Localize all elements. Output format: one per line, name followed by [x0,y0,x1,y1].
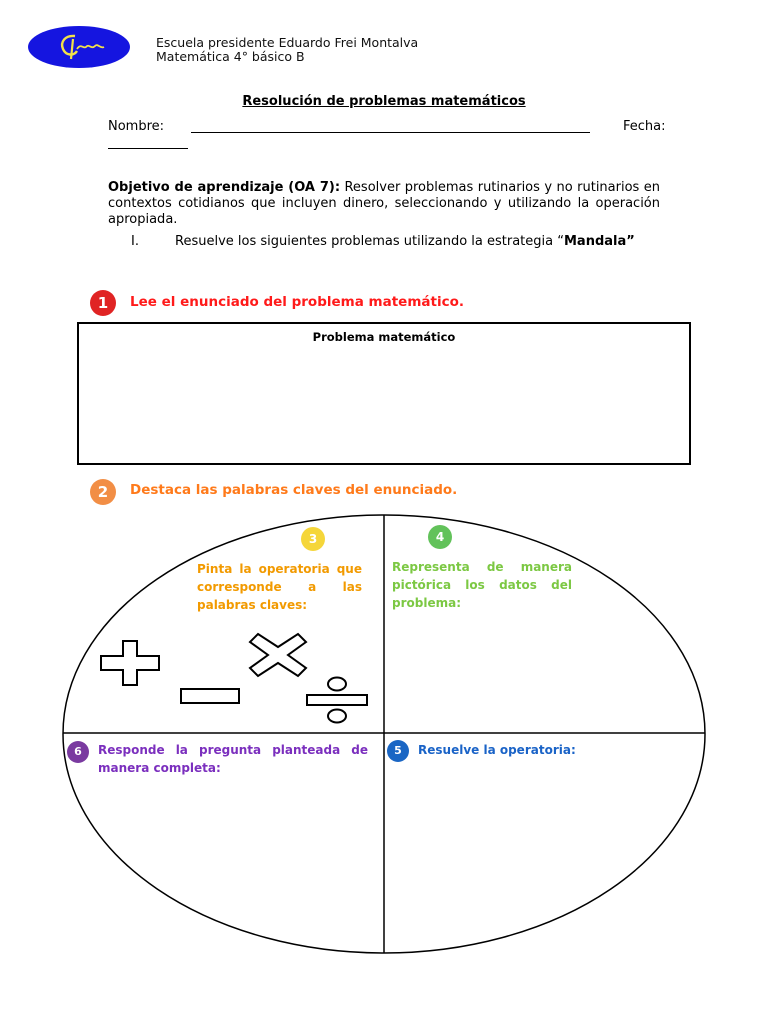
plus-icon[interactable] [99,639,161,687]
school-logo [27,25,131,69]
quadrant-6-text: Responde la pregunta planteada de manera completa: [98,743,368,775]
instruction-body: Resuelve los siguientes problemas utilizando la estrategia “ [175,234,564,249]
quadrant-6-badge: 6 [67,741,89,763]
quadrant-5-badge: 5 [387,740,409,762]
name-field-line[interactable] [191,132,590,133]
instruction-strategy: Mandala” [563,234,635,249]
minus-icon[interactable] [179,687,241,705]
course-name: Matemática 4° básico B [156,49,305,64]
step-2-title: Destaca las palabras claves del enunciado. [130,482,458,498]
problem-box-title: Problema matemático [312,330,456,344]
problem-box[interactable] [77,322,691,465]
quadrant-3-text: Pinta la operatoria que corresponde a las palabras claves: [197,562,362,612]
school-name: Escuela presidente Eduardo Frei Montalva [156,35,419,50]
instruction-text [175,234,660,250]
name-label: Nombre: [108,119,165,134]
step-1-title: Lee el enunciado del problema matemático. [130,294,464,310]
step-1-badge: 1 [90,290,116,316]
quadrant-5-text: Resuelve la operatoria: [418,743,576,757]
objective-text: Resolver problemas rutinarios y no rutinarios en contextos cotidianos que incluyen dinero, seleccionando y utilizando la operación apropiada. [108,180,661,227]
mandala-circle [62,514,706,954]
quadrant-4-text: Representa de manera pictórica los datos del problema: [392,560,572,610]
date-label: Fecha: [623,119,666,134]
divide-icon[interactable] [305,676,369,726]
learning-objective [108,180,660,228]
objective-label: Objetivo de aprendizaje (OA 7): [108,180,341,195]
quadrant-3-badge: 3 [301,527,325,551]
date-field-line[interactable] [108,148,188,149]
times-icon[interactable] [248,632,308,678]
step-2-badge: 2 [90,479,116,505]
document-title: Resolución de problemas matemáticos [242,94,526,109]
instruction-number: I. [131,234,139,249]
quadrant-4-badge: 4 [428,525,452,549]
